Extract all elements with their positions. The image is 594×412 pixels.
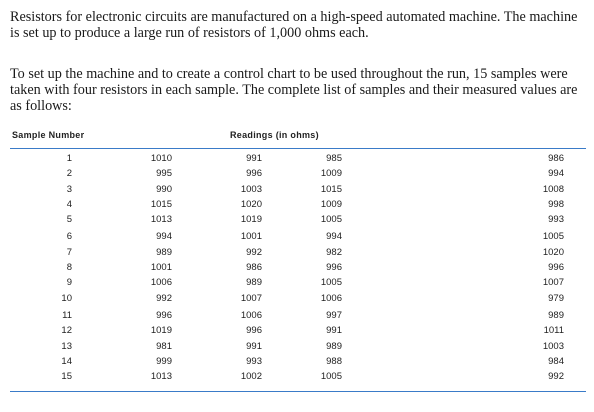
- reading-cell: 1006: [240, 309, 262, 321]
- table-row: [10, 184, 586, 199]
- table-row: [10, 247, 586, 262]
- sample-number-cell: 12: [61, 325, 72, 337]
- intro-paragraph: Resistors for electronic circuits are manufactured on a high-speed automated machine. The machine is set up to produce a large run of resistors of 1,000 ohms each.: [10, 9, 578, 41]
- reading-cell: 1001: [150, 262, 172, 274]
- table-row: [10, 214, 586, 229]
- reading-cell: 1013: [150, 371, 172, 383]
- readings-table: [10, 153, 586, 386]
- reading-cell: 1020: [542, 246, 564, 258]
- table-bottom-rule: [10, 391, 586, 392]
- reading-cell: 1005: [320, 277, 342, 289]
- sample-number-cell: 1: [66, 153, 72, 164]
- table-row: [10, 356, 586, 371]
- setup-paragraph: To set up the machine and to create a control chart to be used throughout the run, 15 samples were taken with four resistors in each sample. The complete list of samples and their measured values are as follows:: [10, 66, 578, 114]
- reading-cell: 1007: [240, 292, 262, 304]
- reading-cell: 1002: [240, 371, 262, 383]
- reading-cell: 996: [548, 262, 564, 274]
- reading-cell: 1013: [150, 214, 172, 226]
- reading-cell: 996: [246, 325, 262, 337]
- reading-cell: 986: [246, 262, 262, 274]
- reading-cell: 1003: [542, 340, 564, 352]
- sample-number-cell: 10: [61, 292, 72, 304]
- reading-cell: 1009: [320, 168, 342, 180]
- reading-cell: 998: [548, 198, 564, 210]
- reading-cell: 991: [246, 153, 262, 164]
- reading-cell: 1011: [543, 325, 564, 337]
- sample-number-cell: 7: [66, 246, 72, 258]
- reading-cell: 993: [548, 214, 564, 226]
- sample-number-cell: 13: [61, 340, 72, 352]
- table-row: [10, 168, 586, 183]
- reading-cell: 994: [326, 231, 342, 243]
- reading-cell: 1009: [320, 198, 342, 210]
- reading-cell: 1020: [240, 198, 262, 210]
- readings-header: Readings (in ohms): [230, 130, 319, 140]
- table-row: [10, 262, 586, 277]
- table-row: [10, 325, 586, 340]
- reading-cell: 992: [548, 371, 564, 383]
- reading-cell: 981: [156, 340, 172, 352]
- sample-number-cell: 11: [62, 309, 72, 321]
- reading-cell: 992: [156, 292, 172, 304]
- reading-cell: 990: [156, 183, 172, 195]
- reading-cell: 985: [326, 153, 342, 164]
- reading-cell: 1008: [542, 183, 564, 195]
- reading-cell: 979: [548, 292, 564, 304]
- table-row: [10, 341, 586, 356]
- reading-cell: 991: [326, 325, 342, 337]
- reading-cell: 1019: [150, 325, 172, 337]
- reading-cell: 996: [326, 262, 342, 274]
- reading-cell: 989: [156, 246, 172, 258]
- reading-cell: 1015: [320, 183, 342, 195]
- reading-cell: 992: [246, 246, 262, 258]
- table-row: [10, 199, 586, 214]
- reading-cell: 993: [246, 355, 262, 367]
- reading-cell: 1001: [240, 231, 262, 243]
- sample-number-cell: 15: [61, 371, 72, 383]
- reading-cell: 989: [326, 340, 342, 352]
- sample-number-cell: 3: [66, 183, 72, 195]
- sample-number-cell: 6: [66, 231, 72, 243]
- reading-cell: 1005: [542, 231, 564, 243]
- reading-cell: 999: [156, 355, 172, 367]
- reading-cell: 996: [246, 168, 262, 180]
- table-row: [10, 371, 586, 386]
- sample-number-cell: 9: [66, 277, 72, 289]
- reading-cell: 989: [548, 309, 564, 321]
- sample-number-header: Sample Number: [12, 130, 85, 140]
- reading-cell: 1005: [320, 371, 342, 383]
- reading-cell: 1003: [240, 183, 262, 195]
- reading-cell: 1006: [150, 277, 172, 289]
- reading-cell: 982: [326, 246, 342, 258]
- reading-cell: 1006: [320, 292, 342, 304]
- reading-cell: 1010: [150, 153, 172, 164]
- reading-cell: 988: [326, 355, 342, 367]
- reading-cell: 995: [156, 168, 172, 180]
- table-top-rule: [10, 148, 586, 149]
- sample-number-cell: 4: [66, 198, 72, 210]
- table-row: [10, 310, 586, 325]
- reading-cell: 997: [326, 309, 342, 321]
- sample-number-cell: 8: [66, 262, 72, 274]
- reading-cell: 996: [156, 309, 172, 321]
- reading-cell: 1007: [542, 277, 564, 289]
- table-row: [10, 153, 586, 168]
- table-row: [10, 277, 586, 292]
- reading-cell: 984: [548, 355, 564, 367]
- reading-cell: 994: [156, 231, 172, 243]
- sample-number-cell: 2: [66, 168, 72, 180]
- reading-cell: 994: [548, 168, 564, 180]
- reading-cell: 1019: [240, 214, 262, 226]
- reading-cell: 986: [548, 153, 564, 164]
- reading-cell: 989: [246, 277, 262, 289]
- reading-cell: 1015: [150, 198, 172, 210]
- sample-number-cell: 14: [61, 355, 72, 367]
- reading-cell: 991: [246, 340, 262, 352]
- reading-cell: 1005: [320, 214, 342, 226]
- sample-number-cell: 5: [66, 214, 72, 226]
- table-row: [10, 293, 586, 308]
- table-row: [10, 231, 586, 246]
